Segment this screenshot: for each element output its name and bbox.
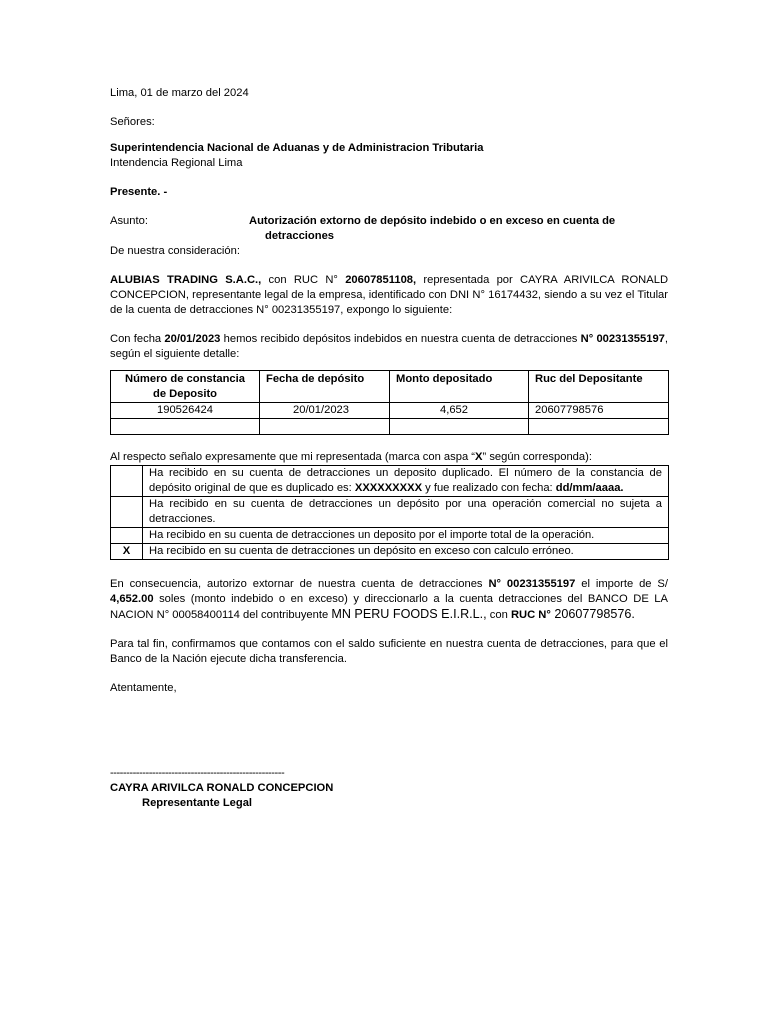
respect-x: X xyxy=(475,451,483,463)
deposit-text-2: hemos recibido depósitos indebidos en nuestra cuenta de detracciones xyxy=(220,333,581,345)
subject-line-2: detracciones xyxy=(265,230,335,242)
letter-body xyxy=(110,86,668,811)
table-header-row xyxy=(111,371,669,403)
table-cell xyxy=(529,419,669,435)
consequence-text-1: En consecuencia, autorizo extornar de nuestra cuenta de detracciones xyxy=(110,578,489,590)
deposit-text-1: Con fecha xyxy=(110,333,165,345)
option-row xyxy=(111,497,669,528)
deposit-date: 20/01/2023 xyxy=(164,333,221,345)
original-constancia: XXXXXXXXX xyxy=(354,482,423,494)
greeting: De nuestra consideración: xyxy=(110,245,240,257)
signature-block xyxy=(110,766,668,811)
option-row xyxy=(111,466,669,497)
beneficiary-company: MN PERU FOODS E.I.R.L., xyxy=(331,607,487,621)
consequence-text-2: el importe de S/ xyxy=(575,578,668,590)
subject-label: Asunto: xyxy=(110,215,148,227)
deposit-text-3: , según el siguiente detalle: xyxy=(110,333,668,360)
table-cell: 20/01/2023 xyxy=(260,403,390,419)
respect-text-1: Al respecto señalo expresamente que mi representada (marca con aspa “ xyxy=(110,451,476,463)
option-mark xyxy=(111,528,143,544)
consequence-account: N° 00231355197 xyxy=(488,578,576,590)
header-cell: Monto depositado xyxy=(390,371,529,403)
option-text: Ha recibido en su cuenta de detracciones un depósito en exceso con calculo erróneo. xyxy=(143,544,669,560)
intro-paragraph xyxy=(110,273,668,318)
beneficiary-ruc-label: RUC N° xyxy=(510,609,551,621)
salutation: Señores: xyxy=(110,116,155,128)
option-text: Ha recibido en su cuenta de detracciones un depósito por una operación comercial no sujeta a detracciones. xyxy=(143,497,669,528)
table-cell: 190526424 xyxy=(111,403,260,419)
respect-intro xyxy=(110,450,668,465)
table-cell xyxy=(111,419,260,435)
recipient-line-1: Superintendencia Nacional de Aduanas y de Administracion Tributaria xyxy=(110,142,484,154)
header-cell: Fecha de depósito xyxy=(260,371,390,403)
table-row xyxy=(111,403,669,419)
company-name: ALUBIAS TRADING S.A.C., xyxy=(110,274,262,286)
table-cell xyxy=(260,419,390,435)
table-row xyxy=(111,419,669,435)
deposit-account: N° 00231355197 xyxy=(580,333,665,345)
consequence-text-4: con xyxy=(486,609,511,621)
closing-paragraph: Para tal fin, confirmamos que contamos con el saldo suficiente en nuestra cuenta de detracciones, para que el Banco de la Nación ejecute dicha transferencia. xyxy=(110,638,668,665)
presente: Presente. - xyxy=(110,186,168,198)
option-mark xyxy=(111,497,143,528)
option-text: Ha recibido en su cuenta de detracciones un deposito por el importe total de la operación. xyxy=(143,528,669,544)
subject-text xyxy=(249,214,668,244)
option-mark xyxy=(111,466,143,497)
signature-line: ------------------------------------------------------ xyxy=(110,767,285,779)
recipient-line-2: Intendencia Regional Lima xyxy=(110,157,243,169)
table-cell: 4,652 xyxy=(390,403,529,419)
place-date: Lima, 01 de marzo del 2024 xyxy=(110,87,249,99)
option-mark-checked: X xyxy=(111,544,143,560)
signatory-role: Representante Legal xyxy=(142,797,253,809)
option-1-text-2: y fue realizado con fecha: xyxy=(422,482,556,494)
intro-text-2: representada por CAYRA ARIVILCA RONALD CONCEPCION, representante legal de la empresa, identificado con DNI N° 16174432, siendo a su vez el Titular de la cuenta de detracciones N° 00231355197, expongo lo siguiente: xyxy=(110,274,669,316)
subject xyxy=(110,214,668,244)
options-table xyxy=(110,465,669,560)
option-text xyxy=(143,466,669,497)
deposit-paragraph xyxy=(110,332,668,362)
subject-line-1: Autorización extorno de depósito indebido o en exceso en cuenta de xyxy=(249,215,616,227)
recipient-block xyxy=(110,141,668,171)
consequence-amount: 4,652.00 xyxy=(110,593,154,605)
company-ruc: 20607851108, xyxy=(345,274,417,286)
table-cell xyxy=(390,419,529,435)
deposit-table xyxy=(110,370,669,435)
intro-text-1: con RUC N° xyxy=(261,274,346,286)
beneficiary-ruc: 20607798576. xyxy=(550,607,635,621)
original-date: dd/mm/aaaa. xyxy=(555,482,624,494)
header-cell: Número de constancia de Deposito xyxy=(111,371,260,403)
respect-text-2: ” según corresponda): xyxy=(482,451,592,463)
consequence-paragraph xyxy=(110,577,668,623)
option-1-text: Ha recibido en su cuenta de detracciones un deposito duplicado. El número de la constancia de depósito original de que es duplicado es: xyxy=(149,467,662,494)
option-row xyxy=(111,544,669,560)
table-cell: 20607798576 xyxy=(529,403,669,419)
consequence-text-3: soles (monto indebido o en exceso) y direccionarlo a la cuenta detracciones del BANCO DE LA NACION N° 00058400114 del contribuyente xyxy=(110,593,668,621)
option-row xyxy=(111,528,669,544)
farewell: Atentamente, xyxy=(110,682,177,694)
signatory-name: CAYRA ARIVILCA RONALD CONCEPCION xyxy=(110,782,334,794)
header-cell: Ruc del Depositante xyxy=(529,371,669,403)
